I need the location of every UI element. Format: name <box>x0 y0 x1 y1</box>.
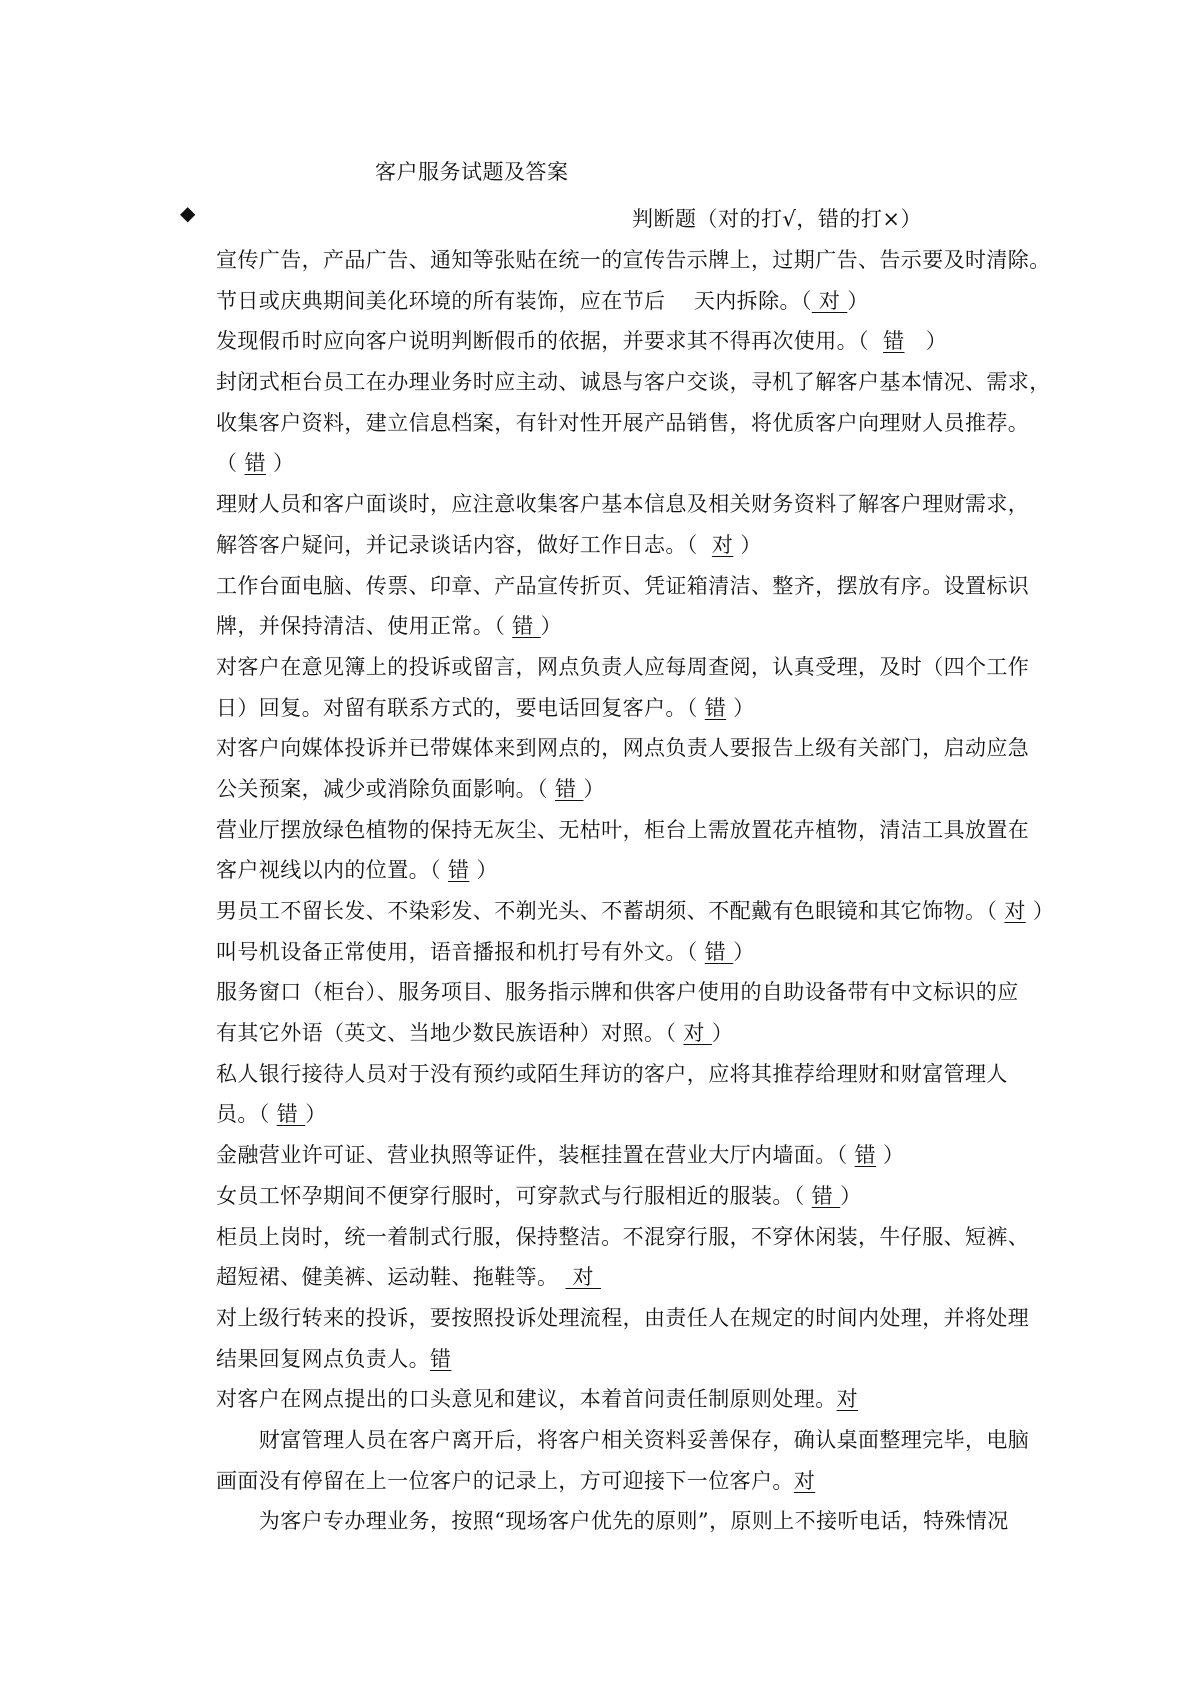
answer-mark: 对 <box>811 288 848 313</box>
question-line <box>216 1054 1016 1095</box>
question-line <box>216 403 1030 444</box>
page-title: 客户服务试题及答案 <box>375 160 569 184</box>
question-list <box>216 240 1055 1542</box>
question-text: 超短裙、健美裤、运动鞋、拖鞋等。 <box>216 1265 566 1290</box>
diamond-icon: ◆ <box>180 201 196 225</box>
question-line <box>216 281 1016 322</box>
question-text: 节日或庆典期间美化环境的所有装饰，应在节后 天内拆除。（ <box>216 288 812 313</box>
answer-mark: 对 <box>793 1468 816 1493</box>
section-heading: 判断题（对的打√，错的打×） <box>632 207 922 231</box>
question-line <box>216 891 1055 932</box>
question-text: 有其它外语（英文、当地少数民族语种）对照。（ <box>216 1021 684 1046</box>
answer-mark: 错 <box>854 1143 876 1168</box>
question-text: 对客户在意见簿上的投诉或留言，网点负责人应每周查阅，认真受理，及时（四个工作 <box>216 654 1030 679</box>
question-text: 解答客户疑问，并记录谈话内容，做好工作日志。（ <box>216 532 712 557</box>
question-text: 员。（ <box>216 1102 277 1127</box>
answer-mark: 对 <box>1004 899 1026 923</box>
answer-mark: 错 <box>244 451 266 476</box>
question-text: 女员工怀孕期间不便穿行服时，可穿款式与行服相近的服装。（ <box>216 1183 812 1208</box>
question-line <box>216 566 1030 607</box>
answer-mark: 对 <box>565 1265 602 1290</box>
question-text: 服务窗口（柜台）、服务项目、服务指示牌和供客户使用的自助设备带有中文标识的应 <box>216 980 1019 1005</box>
question-suffix: ） <box>469 858 498 883</box>
question-suffix: ） <box>875 1143 905 1168</box>
question-suffix: ） <box>1025 899 1055 923</box>
answer-mark: 错 <box>430 1346 452 1371</box>
answer-mark: 错 <box>883 329 905 354</box>
question-suffix: ） <box>265 451 295 476</box>
question-line <box>216 688 1016 729</box>
question-text: 收集客户资料，建立信息档案，有针对性开展产品销售，将优质客户向理财人员推荐。 <box>216 410 1030 435</box>
answer-mark: 错 <box>704 939 734 964</box>
question-text: 营业厅摆放绿色植物的保持无灰尘、无枯叶，柜台上需放置花卉植物，清洁工具放置在 <box>216 817 1030 842</box>
question-text: 日）回复。对留有联系方式的，要电话回复客户。（ <box>216 695 705 720</box>
question-line <box>216 484 1030 525</box>
question-suffix: ） <box>904 329 948 354</box>
question-line <box>216 606 1016 647</box>
question-line <box>216 1461 1016 1502</box>
question-line <box>216 362 1051 403</box>
answer-mark: 对 <box>683 1021 712 1046</box>
question-suffix: ） <box>583 776 605 801</box>
question-line <box>216 932 1016 973</box>
question-line <box>216 647 1030 688</box>
question-text: 宣传广告，产品广告、通知等张贴在统一的宣传告示牌上，过期广告、告示要及时清除。 <box>216 248 1051 272</box>
question-line <box>216 1298 1030 1339</box>
question-line <box>216 1094 1016 1135</box>
question-text: 结果回复网点负责人。 <box>216 1346 430 1371</box>
question-text: 金融营业许可证、营业执照等证件，装框挂置在营业大厅内墙面。（ <box>216 1143 855 1168</box>
question-line <box>216 728 1030 769</box>
question-text: 对上级行转来的投诉，要按照投诉处理流程，由责任人在规定的时间内处理，并将处理 <box>216 1305 1030 1330</box>
answer-mark: 错 <box>704 695 727 720</box>
question-suffix: ） <box>733 939 755 964</box>
question-line <box>216 1420 1030 1461</box>
question-text: 男员工不留长发、不染彩发、不剃光头、不蓄胡须、不配戴有色眼镜和其它饰物。（ <box>216 899 1005 923</box>
question-text: 对客户向媒体投诉并已带媒体来到网点的，网点负责人要报告上级有关部门，启动应急 <box>216 736 1030 761</box>
question-line <box>216 972 1019 1013</box>
question-suffix: ） <box>711 1021 734 1046</box>
question-line <box>216 1501 1016 1542</box>
answer-mark: 错 <box>811 1183 841 1208</box>
question-line <box>216 1257 1016 1298</box>
question-text: 封闭式柜台员工在办理业务时应主动、诚恳与客户交谈，寻机了解客户基本情况、需求， <box>216 370 1051 395</box>
question-suffix: ） <box>847 288 869 313</box>
question-text: 牌，并保持清洁、使用正常。（ <box>216 614 513 639</box>
question-suffix: ） <box>305 1102 327 1127</box>
question-line <box>216 810 1030 851</box>
question-suffix: ） <box>840 1183 862 1208</box>
question-text: （ <box>216 451 245 476</box>
question-text: 理财人员和客户面谈时，应注意收集客户基本信息及相关财务资料了解客户理财需求， <box>216 492 1030 517</box>
question-text: 私人银行接待人员对于没有预约或陌生拜访的客户，应将其推荐给理财和财富管理人 <box>216 1061 1008 1086</box>
question-text: 客户视线以内的位置。（ <box>216 858 448 883</box>
question-text: 叫号机设备正常使用，语音播报和机打号有外文。（ <box>216 939 705 964</box>
question-text: 公关预案，减少或消除负面影响。（ <box>216 776 555 801</box>
question-text: 画面没有停留在上一位客户的记录上，方可迎接下一位客户。 <box>216 1468 794 1493</box>
question-line <box>216 525 1016 566</box>
question-line <box>216 443 1016 484</box>
question-line <box>216 769 1016 810</box>
question-line <box>216 1176 1016 1217</box>
answer-mark: 对 <box>836 1387 859 1412</box>
question-line <box>216 850 1016 891</box>
answer-mark: 错 <box>554 776 584 801</box>
question-line <box>216 1339 1016 1380</box>
question-text: 柜员上岗时，统一着制式行服，保持整洁。不混穿行服，不穿休闲装，牛仔服、短裤、 <box>216 1224 1030 1249</box>
question-text: 对客户在网点提出的口头意见和建议，本着首问责任制原则处理。 <box>216 1387 837 1412</box>
question-suffix: ） <box>733 532 762 557</box>
question-line <box>216 1135 1016 1176</box>
question-suffix: ） <box>726 695 755 720</box>
question-text: 财富管理人员在客户离开后，将客户相关资料妥善保存，确认桌面整理完毕，电脑 <box>216 1427 1030 1452</box>
question-line <box>216 1013 1016 1054</box>
question-text: 工作台面电脑、传票、印章、产品宣传折页、凭证箱清洁、整齐，摆放有序。设置标识 <box>216 573 1030 598</box>
question-line <box>216 1379 1016 1420</box>
question-line <box>216 321 1016 362</box>
question-line <box>216 240 1051 281</box>
question-text: 为客户专办理业务，按照“现场客户优先的原则”，原则上不接听电话，特殊情况 <box>216 1509 1009 1534</box>
question-line <box>216 1217 1030 1258</box>
answer-mark: 错 <box>447 858 470 883</box>
question-suffix: ） <box>540 614 563 639</box>
answer-mark: 对 <box>711 532 734 557</box>
question-text: 发现假币时应向客户说明判断假币的依据，并要求其不得再次使用。（ <box>216 329 884 354</box>
answer-mark: 错 <box>276 1102 306 1127</box>
answer-mark: 错 <box>512 614 541 639</box>
